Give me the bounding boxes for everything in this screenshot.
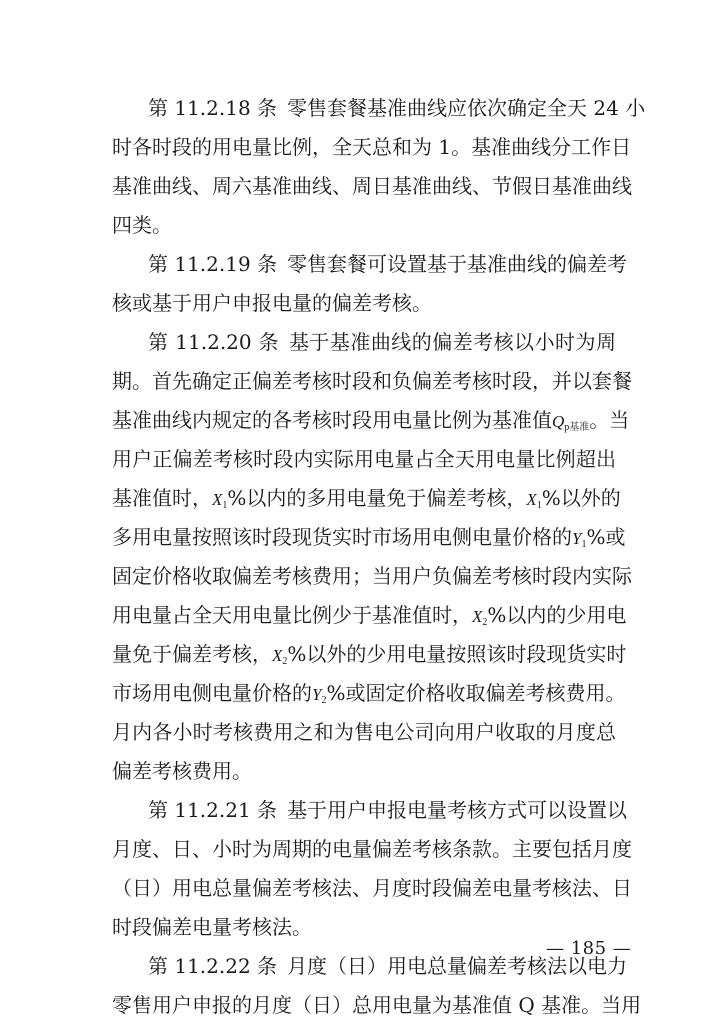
article-11-2-22-line-1: 第 11.2.22 条 月度（日）用电总量偏差考核法以电力 bbox=[148, 954, 628, 978]
article-11-2-21-line-2: 月度、日、小时为周期的电量偏差考核条款。主要包括月度 bbox=[112, 837, 632, 861]
article-11-2-20-line-6: 多用电量按照该时段现货实时市场用电侧电量价格的$Y_1\%$或 bbox=[112, 525, 626, 550]
article-11-2-22-line-2: 零售用户申报的月度（日）总用电量为基准值 Q 基准。当用 bbox=[112, 993, 642, 1017]
article-11-2-20-line-4: 用户正偏差考核时段内实际用电量占全天用电量比例超出 bbox=[112, 447, 616, 471]
article-11-2-20-line-7: 固定价格收取偏差考核费用；当用户负偏差考核时段内实际 bbox=[112, 564, 632, 588]
article-11-2-21-line-4: 时段偏差电量考核法。 bbox=[112, 915, 312, 939]
page-number: — 185 — bbox=[546, 938, 632, 959]
qp-baseline-symbol: $Q_{p基准}$ bbox=[552, 412, 590, 433]
article-number: 第 11.2.19 条 bbox=[148, 252, 278, 276]
y1-symbol: $Y_1$ bbox=[572, 529, 587, 550]
article-11-2-20-line-3: 基准曲线内规定的各考核时段用电量比例为基准值$Q_{p基准}$。当 bbox=[112, 408, 630, 433]
article-11-2-20-line-9: 量免于偏差考核，$X_2\%$以外的少用电量按照该时段现货实时 bbox=[112, 642, 627, 667]
article-11-2-20-line-12: 偏差考核费用。 bbox=[112, 759, 252, 783]
article-11-2-20-line-11: 月内各小时考核费用之和为售电公司向用户收取的月度总 bbox=[112, 720, 616, 744]
article-11-2-20-line-10: 市场用电侧电量价格的$Y_2\%$或固定价格收取偏差考核费用。 bbox=[112, 681, 626, 706]
article-number: 第 11.2.20 条 bbox=[148, 330, 279, 354]
x2-symbol: $X_2$ bbox=[472, 607, 488, 628]
article-11-2-21-line-3: （日）用电总量偏差考核法、月度时段偏差电量考核法、日 bbox=[112, 876, 632, 900]
article-11-2-19-line-1: 第 11.2.19 条 零售套餐可设置基于基准曲线的偏差考 bbox=[148, 252, 628, 276]
article-11-2-20-line-8: 用电量占全天用电量比例少于基准值时，$X_2\%$以内的少用电 bbox=[112, 603, 627, 628]
article-11-2-18-line-1: 第 11.2.18 条 零售套餐基准曲线应依次确定全天 24 小 bbox=[148, 96, 646, 120]
article-11-2-21-line-1: 第 11.2.21 条 基于用户申报电量考核方式可以设置以 bbox=[148, 798, 628, 822]
x1-symbol: $X_1$ bbox=[526, 490, 542, 511]
x2-symbol: $X_2$ bbox=[272, 646, 288, 667]
article-11-2-20-line-1: 第 11.2.20 条 基于基准曲线的偏差考核以小时为周 bbox=[148, 330, 616, 354]
article-11-2-19-line-2: 核或基于用户申报电量的偏差考核。 bbox=[112, 291, 432, 315]
article-11-2-20-line-5: 基准值时，$X_1\%$以内的多用电量免于偏差考核，$X_1\%$以外的 bbox=[112, 486, 621, 511]
article-11-2-18-line-3: 基准曲线、周六基准曲线、周日基准曲线、节假日基准曲线 bbox=[112, 174, 632, 198]
article-11-2-18-line-2: 时各时段的用电量比例，全天总和为 1。基准曲线分工作日 bbox=[112, 135, 632, 159]
article-11-2-18-line-4: 四类。 bbox=[112, 213, 172, 237]
article-11-2-20-line-2: 期。首先确定正偏差考核时段和负偏差考核时段，并以套餐 bbox=[112, 369, 632, 393]
x1-symbol: $X_1$ bbox=[212, 490, 228, 511]
y2-symbol: $Y_2$ bbox=[312, 685, 327, 706]
article-number: 第 11.2.18 条 bbox=[148, 96, 278, 120]
article-number: 第 11.2.22 条 bbox=[148, 954, 278, 978]
article-number: 第 11.2.21 条 bbox=[148, 798, 278, 822]
